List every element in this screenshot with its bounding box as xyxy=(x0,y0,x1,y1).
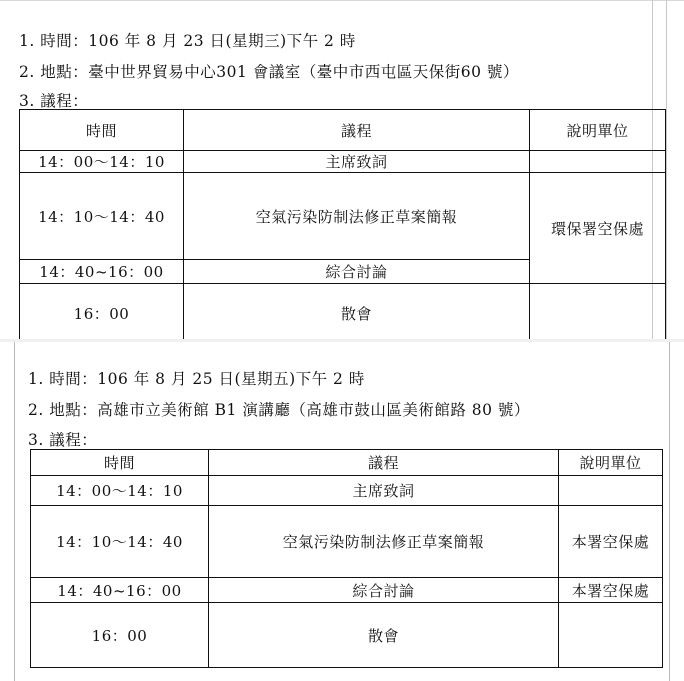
row-time: 14：40~16：00 xyxy=(31,578,209,603)
row-unit: 本署空保處 xyxy=(559,506,663,578)
table-row xyxy=(20,151,666,173)
row-time: 14：40~16：00 xyxy=(20,260,184,284)
row-unit xyxy=(559,603,663,668)
row-item: 主席致詞 xyxy=(184,151,530,173)
panel-top-border xyxy=(0,0,684,1)
row-unit xyxy=(559,476,663,506)
header-agenda: 議程 xyxy=(184,110,530,151)
panel-left-border xyxy=(14,342,15,681)
row-item: 主席致詞 xyxy=(209,476,559,506)
agenda-table xyxy=(19,109,666,344)
table-row xyxy=(20,173,666,260)
table-row xyxy=(20,284,666,344)
row-unit xyxy=(530,151,666,173)
row-time: 14：00～14：10 xyxy=(31,476,209,506)
row-unit: 本署空保處 xyxy=(559,578,663,603)
row-time: 16：00 xyxy=(20,284,184,344)
row-item: 散會 xyxy=(209,603,559,668)
page-right-border-outer xyxy=(666,0,667,341)
agenda-table xyxy=(30,449,663,668)
meeting-time-line: 1. 時間：106 年 8 月 23 日(星期三)下午 2 時 xyxy=(19,32,356,50)
table-row xyxy=(31,603,663,668)
table-row xyxy=(31,578,663,603)
table-row xyxy=(31,476,663,506)
agenda-label: 3. 議程： xyxy=(28,431,98,449)
row-item: 綜合討論 xyxy=(209,578,559,603)
meeting-place-line: 2. 地點：臺中世界貿易中心301 會議室（臺中市西屯區天保街60 號） xyxy=(19,63,519,81)
table-header-row xyxy=(20,110,666,151)
row-item: 綜合討論 xyxy=(184,260,530,284)
row-item: 空氣污染防制法修正草案簡報 xyxy=(184,173,530,260)
header-agenda: 議程 xyxy=(209,450,559,476)
header-unit: 說明單位 xyxy=(530,110,666,151)
header-time: 時間 xyxy=(20,110,184,151)
row-time: 16：00 xyxy=(31,603,209,668)
row-time: 14：10～14：40 xyxy=(31,506,209,578)
table-row xyxy=(31,506,663,578)
row-item: 空氣污染防制法修正草案簡報 xyxy=(209,506,559,578)
meeting-place-line: 2. 地點：高雄市立美術館 B1 演講廳（高雄市鼓山區美術館路 80 號） xyxy=(28,401,530,419)
row-unit xyxy=(530,284,666,344)
row-time: 14：10～14：40 xyxy=(20,173,184,260)
row-item: 散會 xyxy=(184,284,530,344)
header-time: 時間 xyxy=(31,450,209,476)
agenda-label: 3. 議程： xyxy=(19,92,89,110)
table-header-row xyxy=(31,450,663,476)
panel-right-border xyxy=(669,342,670,681)
row-unit: 環保署空保處 xyxy=(530,173,666,284)
header-unit: 說明單位 xyxy=(559,450,663,476)
row-time: 14：00～14：10 xyxy=(20,151,184,173)
meeting-notice-kaohsiung xyxy=(14,342,670,681)
meeting-time-line: 1. 時間：106 年 8 月 25 日(星期五)下午 2 時 xyxy=(28,370,365,388)
